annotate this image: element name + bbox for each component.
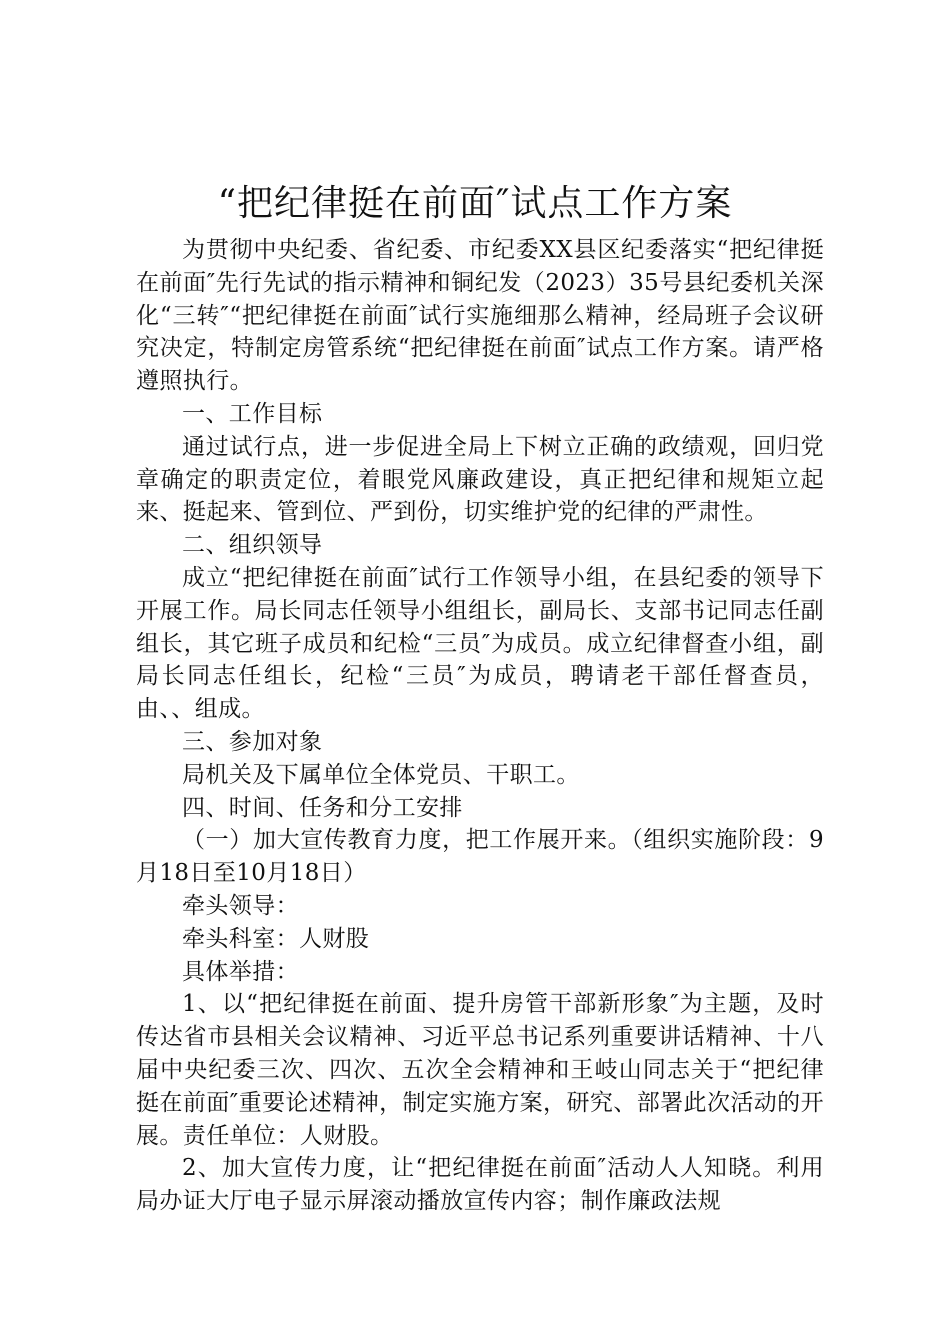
section-heading-schedule: 四、时间、任务和分工安排	[182, 794, 463, 821]
section-heading-goals: 一、工作目标	[182, 400, 323, 427]
section-heading-participants: 三、参加对象	[182, 728, 323, 755]
line-lead-department: 牵头科室：人财股	[182, 925, 370, 952]
line-measures-label: 具体举措：	[182, 958, 299, 985]
paragraph-organization: 成立“把纪律挺在前面″试行工作领导小组，在县纪委的领导下开展工作。局长同志任领导小组组长，副局长、支部书记同志任副组长，其它班子成员和纪检“三员″为成员。成立纪律督查小组，副局长同志任组长，纪检“三员″为成员，聘请老干部任督查员，由、、组成。	[136, 564, 824, 723]
paragraph-intro: 为贯彻中央纪委、省纪委、市纪委XX县区纪委落实“把纪律挺在前面″先行先试的指示精神和铜纪发（2023）35号县纪委机关深化“三转″“把纪律挺在前面″试行实施细那么精神，经局班子会议研究决定，特制定房管系统“把纪律挺在前面″试点工作方案。请严格遵照执行。	[136, 237, 824, 395]
paragraph-phase-one: （一）加大宣传教育力度，把工作展开来。（组织实施阶段：9月18日至10月18日）	[136, 827, 824, 887]
paragraph-measure-two: 2、加大宣传力度，让“把纪律挺在前面″活动人人知晓。利用局办证大厅电子显示屏滚动播放宣传内容；制作廉政法规	[136, 1155, 824, 1215]
paragraph-goals: 通过试行点，进一步促进全局上下树立正确的政绩观，回归党章确定的职责定位，着眼党风廉政建设，真正把纪律和规矩立起来、挺起来、管到位、严到份，切实维护党的纪律的严肃性。	[136, 433, 824, 526]
paragraph-measure-one: 1、以“把纪律挺在前面、提升房管干部新形象″为主题，及时传达省市县相关会议精神、习近平总书记系列重要讲话精神、十八届中央纪委三次、四次、五次全会精神和王岐山同志关于“把纪律挺在前面″重要论述精神，制定实施方案，研究、部署此次活动的开展。责任单位：人财股。	[136, 991, 824, 1149]
paragraph-participants: 局机关及下属单位全体党员、干职工。	[182, 761, 580, 788]
line-lead-leader: 牵头领导：	[182, 892, 299, 919]
document-title: “把纪律挺在前面″试点工作方案	[217, 183, 733, 224]
document-body	[136, 234, 824, 1218]
section-heading-organization: 二、组织领导	[182, 532, 323, 559]
